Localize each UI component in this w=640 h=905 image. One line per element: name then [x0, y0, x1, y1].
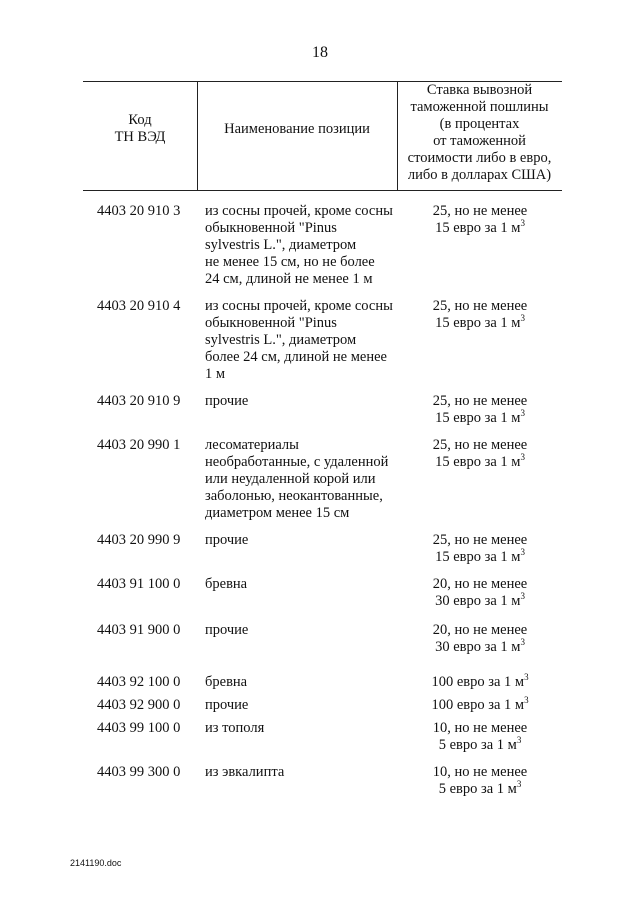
name-line: из эвкалипта	[205, 764, 285, 780]
name-line: не менее 15 см, но не более	[205, 254, 375, 270]
rate-cell	[405, 720, 555, 754]
rate-text: 100 евро за 1 м	[431, 674, 525, 690]
name-cell	[205, 622, 405, 656]
rate-line	[405, 532, 555, 549]
page-number: 18	[312, 44, 328, 61]
rate-line	[405, 549, 555, 566]
table-row	[0, 298, 640, 383]
cubic-superscript: 3	[520, 408, 525, 419]
name-line: sylvestris L.", диаметром	[205, 332, 357, 348]
rate-text: 10, но не менее	[432, 720, 528, 736]
table-row	[0, 393, 640, 427]
code-cell: 4403 91 100 0	[97, 576, 181, 592]
rate-text: 10, но не менее	[432, 764, 528, 780]
code-cell: 4403 20 910 9	[97, 393, 181, 409]
rate-text: 30 евро за 1 м	[435, 639, 521, 655]
rate-line	[405, 437, 555, 454]
rate-line	[405, 764, 555, 781]
name-line: или неудаленной корой или	[205, 471, 376, 487]
name-line: прочие	[205, 622, 249, 638]
rate-line	[405, 622, 555, 639]
name-line: из сосны прочей, кроме сосны	[205, 203, 393, 219]
header-rate-line: либо в долларах США)	[407, 167, 552, 183]
rate-text: 100 евро за 1 м	[431, 697, 525, 713]
rate-text: 25, но не менее	[432, 437, 528, 453]
rate-text: 5 евро за 1 м	[438, 737, 517, 753]
header-rate-line: Ставка вывозной	[426, 82, 533, 98]
table-row	[0, 532, 640, 566]
name-cell	[205, 764, 405, 798]
header-code-line: ТН ВЭД	[114, 129, 166, 145]
cubic-superscript: 3	[520, 218, 525, 229]
name-line: заболонью, неокантованные,	[205, 488, 383, 504]
header-rate-line: стоимости либо в евро,	[407, 150, 552, 166]
table-header-bottom-rule	[83, 190, 562, 191]
name-line: бревна	[205, 674, 248, 690]
table-row	[0, 622, 640, 656]
rate-cell	[405, 622, 555, 656]
table-row	[0, 674, 640, 691]
name-line: необработанные, с удаленной	[205, 454, 389, 470]
rate-text: 20, но не менее	[432, 576, 528, 592]
rate-cell	[405, 764, 555, 798]
rate-text: 15 евро за 1 м	[435, 549, 521, 565]
rate-cell	[405, 576, 555, 610]
rate-line	[405, 315, 555, 332]
code-cell: 4403 20 990 9	[97, 532, 181, 548]
table-row	[0, 764, 640, 798]
name-line: прочие	[205, 393, 249, 409]
name-line: бревна	[205, 576, 248, 592]
cubic-superscript: 3	[524, 672, 529, 683]
cubic-superscript: 3	[520, 313, 525, 324]
header-rate-line: (в процентах	[439, 116, 520, 132]
rate-text: 25, но не менее	[432, 393, 528, 409]
header-rate-line: от таможенной	[433, 133, 526, 149]
name-cell	[205, 437, 405, 522]
name-cell	[205, 576, 405, 610]
header-rate	[397, 82, 562, 184]
rate-cell	[405, 437, 555, 522]
table-row	[0, 697, 640, 714]
rate-cell	[405, 532, 555, 566]
code-cell: 4403 20 990 1	[97, 437, 181, 453]
name-cell	[205, 674, 405, 691]
code-cell: 4403 99 300 0	[97, 764, 181, 780]
name-line: обыкновенной "Pinus	[205, 220, 337, 236]
name-line: из сосны прочей, кроме сосны	[205, 298, 393, 314]
name-cell	[205, 393, 405, 427]
rate-line	[405, 393, 555, 410]
code-cell: 4403 20 910 3	[97, 203, 181, 219]
rate-line	[405, 737, 555, 754]
cubic-superscript: 3	[520, 591, 525, 602]
table-row	[0, 437, 640, 522]
name-cell	[205, 720, 405, 754]
cubic-superscript: 3	[516, 779, 522, 790]
header-code	[83, 112, 197, 146]
name-line: обыкновенной "Pinus	[205, 315, 337, 331]
rate-line	[405, 220, 555, 237]
rate-line	[405, 593, 555, 610]
rate-text: 30 евро за 1 м	[435, 593, 521, 609]
code-cell: 4403 20 910 4	[97, 298, 181, 314]
rate-line	[405, 720, 555, 737]
rate-text: 15 евро за 1 м	[435, 315, 521, 331]
cubic-superscript: 3	[520, 547, 525, 558]
rate-text: 15 евро за 1 м	[435, 220, 521, 236]
rate-line	[405, 697, 555, 714]
rate-line	[405, 203, 555, 220]
cubic-superscript: 3	[520, 637, 525, 648]
rate-text: 15 евро за 1 м	[435, 454, 521, 470]
table-body	[0, 203, 640, 798]
table-row	[0, 576, 640, 610]
cubic-superscript: 3	[516, 735, 522, 746]
rate-text: 5 евро за 1 м	[438, 781, 517, 797]
header-code-line: Код	[128, 112, 152, 128]
rate-line	[405, 576, 555, 593]
code-cell: 4403 91 900 0	[97, 622, 181, 638]
header-name: Наименование позиции	[224, 121, 370, 137]
rate-cell	[405, 697, 555, 714]
rate-cell	[405, 393, 555, 427]
name-line: 24 см, длиной не менее 1 м	[205, 271, 373, 287]
name-line: из тополя	[205, 720, 265, 736]
rate-text: 20, но не менее	[432, 622, 528, 638]
cubic-superscript: 3	[524, 695, 529, 706]
name-cell	[205, 298, 405, 383]
table-row	[0, 203, 640, 288]
rate-cell	[405, 203, 555, 288]
code-cell: 4403 92 100 0	[97, 674, 181, 690]
rate-text: 15 евро за 1 м	[435, 410, 521, 426]
rate-cell	[405, 674, 555, 691]
rate-line	[405, 454, 555, 471]
name-line: прочие	[205, 532, 249, 548]
name-line: sylvestris L.", диаметром	[205, 237, 357, 253]
rate-line	[405, 639, 555, 656]
rate-cell	[405, 298, 555, 383]
footer-filename: 2141190.doc	[70, 858, 122, 868]
cubic-superscript: 3	[520, 452, 525, 463]
table-row	[0, 720, 640, 754]
rate-text: 25, но не менее	[432, 298, 528, 314]
code-cell: 4403 92 900 0	[97, 697, 181, 713]
name-line: прочие	[205, 697, 249, 713]
name-line: лесоматериалы	[205, 437, 299, 453]
rate-text: 25, но не менее	[432, 203, 528, 219]
rate-line	[405, 410, 555, 427]
name-cell	[205, 532, 405, 566]
name-line: более 24 см, длиной не менее	[205, 349, 387, 365]
name-line: диаметром менее 15 см	[205, 505, 350, 521]
rate-line	[405, 674, 555, 691]
rate-line	[405, 298, 555, 315]
rate-text: 25, но не менее	[432, 532, 528, 548]
code-cell: 4403 99 100 0	[97, 720, 181, 736]
header-rate-line: таможенной пошлины	[410, 99, 549, 115]
name-line: 1 м	[205, 366, 226, 382]
name-cell	[205, 697, 405, 714]
rate-line	[405, 781, 555, 798]
name-cell	[205, 203, 405, 288]
